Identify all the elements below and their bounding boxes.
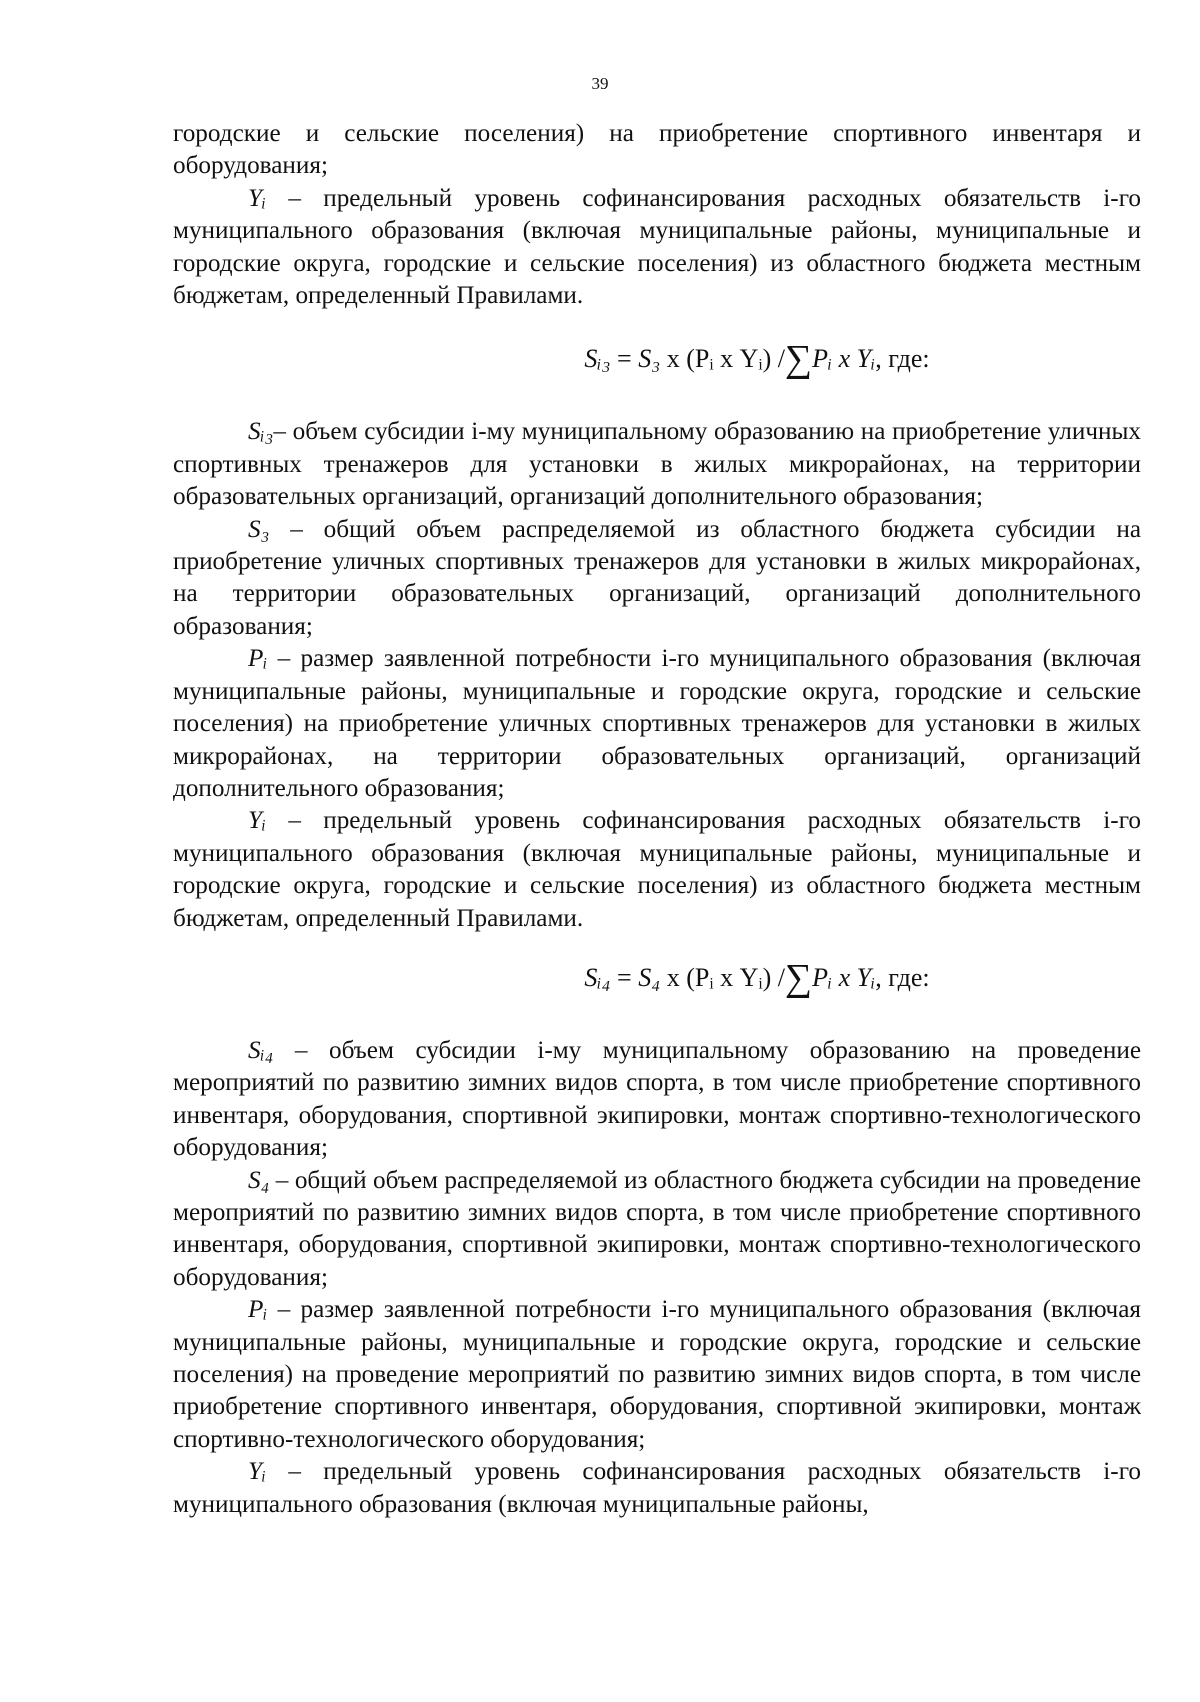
paragraph-text: – объем субсидии i-му муниципальному образованию на проведение мероприятий по развитию зимних видов спорта, в том числе приобретение спортивного инвентаря, оборудования, спортивной экипировки, монтаж спортивно-технологического оборудования;: [173, 1036, 1141, 1162]
formula-tail: , где:: [875, 962, 930, 992]
symbol-s3: S₃: [248, 515, 270, 543]
paragraph-yi-definition: [173, 183, 1141, 313]
symbol-yi: Yᵢ: [248, 184, 266, 212]
paragraph-text: – размер заявленной потребности i-го муниципального образования (включая муниципальные районы, муниципальные и городские округа, городские и сельские поселения) на приобретение уличных спортивных тренажеров для установки в жилых микрорайонах, на территории образовательных организаций, организаций дополнительного образования;: [173, 645, 1141, 802]
paragraph-continuation: [173, 118, 1141, 183]
paragraph-si4-definition: [173, 1035, 1141, 1165]
paragraph-text: – предельный уровень софинансирования расходных обязательств i-го муниципального образования (включая муниципальные районы, муниципальные и городские округа, городские и сельские поселения) из областного бюджета местным бюджетам, определенный Правилами.: [173, 807, 1141, 932]
symbol-si3: Sᵢ₃: [248, 418, 274, 446]
paragraph-s3-definition: [173, 514, 1141, 644]
formula-lhs: Sᵢ₄: [584, 962, 611, 992]
formula-tail: , где:: [875, 344, 930, 374]
page-number: 39: [591, 74, 609, 93]
formula-si3: [173, 338, 1141, 381]
sigma-symbol: ∑: [785, 956, 813, 999]
paragraph-text: – предельный уровень софинансирования расходных обязательств i-го муниципального образования (включая муниципальные районы, муниципальные и городские округа, городские и сельские поселения) из областного бюджета местным бюджетам, определенный Правилами.: [173, 184, 1141, 310]
formula-rhs: Pᵢ х Yᵢ: [812, 962, 876, 992]
paragraph-yi-definition: [173, 805, 1141, 935]
paragraph-text: – предельный уровень софинансирования расходных обязательств i-го муниципального образования (включая муниципальные районы,: [173, 1458, 1141, 1518]
paragraph-si3-definition: [173, 416, 1141, 513]
formula-equals: =: [610, 344, 639, 374]
formula-si4: [173, 956, 1141, 999]
paragraph-pi-definition: [173, 643, 1141, 805]
paragraph-text: – общий объем распределяемой из областного бюджета субсидии на приобретение уличных спортивных тренажеров для установки в жилых микрорайонах, на территории образовательных организаций, организаций дополнительного образования;: [173, 515, 1141, 640]
formula-middle: х (Pᵢ х Yᵢ) /: [660, 962, 786, 992]
symbol-yi: Yᵢ: [248, 807, 266, 835]
document-body: [173, 118, 1141, 1521]
paragraph-text: городские и сельские поселения) на приобретение спортивного инвентаря и оборудования;: [173, 120, 1141, 180]
symbol-si4: Sᵢ₄: [248, 1036, 274, 1064]
formula-rhs: Pᵢ х Yᵢ: [812, 344, 876, 374]
formula-middle: х (Pᵢ х Yᵢ) /: [660, 344, 786, 374]
formula-lhs: Sᵢ₃: [584, 344, 611, 374]
symbol-s4: S₄: [248, 1166, 270, 1194]
formula-total: S₃: [638, 344, 661, 374]
paragraph-pi-definition: [173, 1294, 1141, 1456]
paragraph-text: – общий объем распределяемой из областного бюджета субсидии на проведение мероприятий по развитию зимних видов спорта, в том числе приобретение спортивного инвентаря, оборудования, спортивной экипировки, монтаж спортивно-технологического оборудования;: [173, 1166, 1141, 1291]
formula-equals: =: [610, 962, 639, 992]
symbol-pi: Pᵢ: [248, 1296, 268, 1324]
paragraph-yi-definition-partial: [173, 1456, 1141, 1521]
symbol-yi: Yᵢ: [248, 1458, 266, 1486]
symbol-pi: Pᵢ: [248, 645, 268, 673]
formula-total: S₄: [638, 962, 661, 992]
sigma-symbol: ∑: [785, 338, 813, 381]
paragraph-text: – объем субсидии i-му муниципальному образованию на приобретение уличных спортивных тренажеров для установки в жилых микрорайонах, на территории образовательных организаций, организаций дополнительного образования;: [173, 418, 1141, 511]
paragraph-s4-definition: [173, 1165, 1141, 1295]
paragraph-text: – размер заявленной потребности i-го муниципального образования (включая муниципальные районы, муниципальные и городские округа, городские и сельские поселения) на проведение мероприятий по развитию зимних видов спорта, в том числе приобретение спортивного инвентаря, оборудования, спортивной экипировки, монтаж спортивно-технологического оборудования;: [173, 1296, 1141, 1453]
